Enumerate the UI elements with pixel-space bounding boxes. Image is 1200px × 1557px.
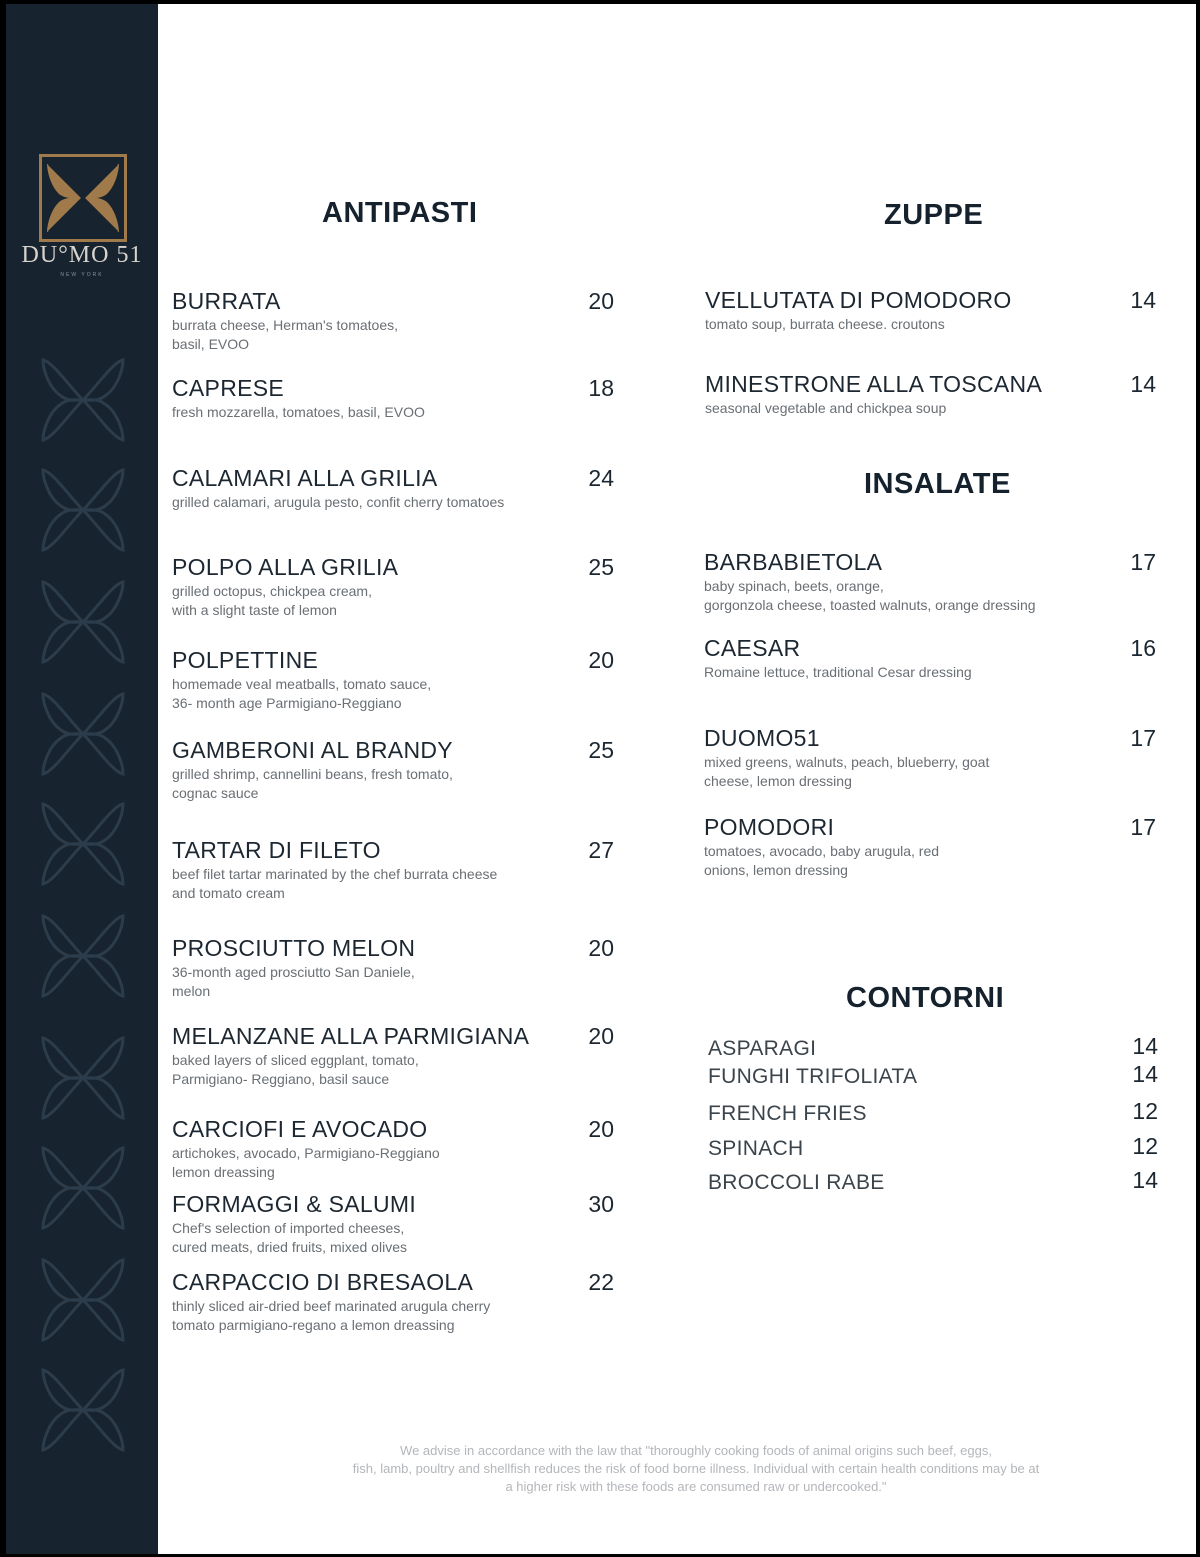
- description-line: basil, EVOO: [172, 336, 250, 352]
- dish-description: [172, 403, 425, 422]
- dish-price: 30: [588, 1191, 614, 1217]
- dish-name: TARTAR DI FILETO: [172, 837, 381, 863]
- dish-price: 17: [1130, 814, 1156, 840]
- dish-description: [705, 315, 1012, 334]
- antipasti-item: [172, 935, 415, 1001]
- contorni-heading: CONTORNI: [846, 982, 1005, 1014]
- description-line: cured meats, dried fruits, mixed olives: [172, 1239, 407, 1255]
- dish-name: POLPETTINE: [172, 647, 319, 673]
- dish-name: CALAMARI ALLA GRILIA: [172, 465, 438, 491]
- quatrefoil-pattern-icon: [39, 1366, 127, 1454]
- dish-price: 20: [588, 1023, 614, 1049]
- dish-price: 22: [588, 1269, 614, 1295]
- description-line: lemon dreassing: [172, 1164, 275, 1180]
- sidebar: [6, 4, 158, 1554]
- insalate-item: [704, 725, 989, 791]
- antipasti-item: [172, 1191, 416, 1257]
- zuppe-item: [705, 371, 1042, 418]
- description-line: grilled calamari, arugula pesto, confit cherry tomatoes: [172, 494, 505, 510]
- disclaimer-line: We advise in accordance with the law that "thoroughly cooking foods of animal origins such beef, eggs,: [400, 1443, 992, 1458]
- description-line: seasonal vegetable and chickpea soup: [705, 400, 947, 416]
- dish-name: POMODORI: [704, 814, 835, 840]
- quatrefoil-pattern-icon: [39, 800, 127, 888]
- description-line: and tomato cream: [172, 885, 285, 901]
- side-dish-name: FRENCH FRIES: [708, 1102, 867, 1125]
- side-dish-price: 14: [1132, 1033, 1158, 1059]
- side-dish-name: ASPARAGI: [708, 1037, 817, 1060]
- description-line: baby spinach, beets, orange,: [704, 578, 884, 594]
- quatrefoil-pattern-icon: [39, 578, 127, 666]
- description-line: tomato parmigiano-regano a lemon dreassing: [172, 1317, 455, 1333]
- description-line: Romaine lettuce, traditional Cesar dressing: [704, 664, 972, 680]
- description-line: grilled octopus, chickpea cream,: [172, 583, 372, 599]
- dish-description: [172, 675, 431, 713]
- quatrefoil-pattern-icon: [39, 1256, 127, 1344]
- dish-name: FORMAGGI & SALUMI: [172, 1191, 417, 1217]
- dish-price: 27: [588, 837, 614, 863]
- dish-description: [172, 1051, 529, 1089]
- insalate-item: [704, 635, 972, 682]
- description-line: baked layers of sliced eggplant, tomato,: [172, 1052, 419, 1068]
- side-dish-name: SPINACH: [708, 1137, 804, 1160]
- dish-price: 17: [1130, 725, 1156, 751]
- description-line: tomatoes, avocado, baby arugula, red: [704, 843, 940, 859]
- side-dish-name: BROCCOLI RABE: [708, 1171, 885, 1194]
- description-line: thinly sliced air-dried beef marinated arugula cherry: [172, 1298, 491, 1314]
- dish-description: [172, 582, 398, 620]
- dish-price: 14: [1130, 371, 1156, 397]
- antipasti-item: [172, 1269, 490, 1335]
- menu-page: [6, 4, 1196, 1554]
- description-line: 36- month age Parmigiano-Reggiano: [172, 695, 402, 711]
- food-safety-disclaimer: [256, 1442, 1136, 1496]
- side-dish-price: 12: [1132, 1133, 1158, 1159]
- description-line: grilled shrimp, cannellini beans, fresh tomato,: [172, 766, 453, 782]
- dish-name: VELLUTATA DI POMODORO: [705, 287, 1012, 313]
- description-line: 36-month aged prosciutto San Daniele,: [172, 964, 415, 980]
- antipasti-heading: ANTIPASTI: [322, 197, 478, 229]
- description-line: Chef's selection of imported cheeses,: [172, 1220, 405, 1236]
- antipasti-item: [172, 647, 431, 713]
- dish-name: MINESTRONE ALLA TOSCANA: [705, 371, 1043, 397]
- disclaimer-line: fish, lamb, poultry and shellfish reduces the risk of food borne illness. Individual with certain health conditions may be at: [352, 1461, 1040, 1476]
- dish-description: [704, 663, 972, 682]
- quatrefoil-pattern-icon: [39, 1144, 127, 1232]
- dish-description: [705, 399, 1042, 418]
- description-line: onions, lemon dressing: [704, 862, 848, 878]
- dish-price: 17: [1130, 549, 1156, 575]
- side-dish-price: 14: [1132, 1167, 1158, 1193]
- antipasti-item: [172, 1116, 440, 1182]
- side-dish-price: 12: [1132, 1098, 1158, 1124]
- description-line: fresh mozzarella, tomatoes, basil, EVOO: [172, 404, 425, 420]
- dish-description: [172, 1219, 416, 1257]
- antipasti-item: [172, 465, 504, 512]
- side-dish-name: FUNGHI TRIFOLIATA: [708, 1065, 918, 1088]
- dish-description: [172, 493, 504, 512]
- dish-price: 25: [588, 554, 614, 580]
- quatrefoil-pattern-icon: [39, 466, 127, 554]
- dish-description: [172, 865, 497, 903]
- description-line: beef filet tartar marinated by the chef burrata cheese: [172, 866, 498, 882]
- dish-name: CARPACCIO DI BRESAOLA: [172, 1269, 474, 1295]
- zuppe-item: [705, 287, 1012, 334]
- antipasti-item: [172, 1023, 529, 1089]
- dish-name: POLPO ALLA GRILIA: [172, 554, 399, 580]
- dish-price: 14: [1130, 287, 1156, 313]
- insalate-item: [704, 549, 1036, 615]
- zuppe-heading: ZUPPE: [884, 199, 984, 231]
- quatrefoil-pattern-icon: [39, 690, 127, 778]
- description-line: mixed greens, walnuts, peach, blueberry, goat: [704, 754, 990, 770]
- dish-name: MELANZANE ALLA PARMIGIANA: [172, 1023, 530, 1049]
- dish-price: 20: [588, 935, 614, 961]
- dish-description: [172, 765, 453, 803]
- dish-name: GAMBERONI AL BRANDY: [172, 737, 453, 763]
- dish-description: [704, 577, 1036, 615]
- insalate-item: [704, 814, 939, 880]
- dish-name: CAESAR: [704, 635, 801, 661]
- quatrefoil-pattern-icon: [39, 356, 127, 444]
- description-line: cheese, lemon dressing: [704, 773, 852, 789]
- dish-price: 20: [588, 288, 614, 314]
- description-line: melon: [172, 983, 211, 999]
- dish-price: 16: [1130, 635, 1156, 661]
- dish-description: [704, 753, 989, 791]
- dish-description: [704, 842, 939, 880]
- dish-price: 25: [588, 737, 614, 763]
- description-line: cognac sauce: [172, 785, 259, 801]
- description-line: tomato soup, burrata cheese. croutons: [705, 316, 945, 332]
- dish-name: DUOMO51: [704, 725, 820, 751]
- side-dish-price: 14: [1132, 1061, 1158, 1087]
- quatrefoil-pattern-icon: [39, 1034, 127, 1122]
- dish-price: 24: [588, 465, 614, 491]
- insalate-heading: INSALATE: [864, 468, 1011, 500]
- dish-description: [172, 1297, 490, 1335]
- dish-name: CAPRESE: [172, 375, 285, 401]
- description-line: gorgonzola cheese, toasted walnuts, orange dressing: [704, 597, 1036, 613]
- dish-description: [172, 316, 398, 354]
- brand-subtitle: NEW YORK: [60, 272, 104, 278]
- dish-description: [172, 1144, 440, 1182]
- dish-price: 20: [588, 647, 614, 673]
- antipasti-item: [172, 837, 497, 903]
- dish-price: 18: [588, 375, 614, 401]
- dish-name: BARBABIETOLA: [704, 549, 883, 575]
- antipasti-item: [172, 554, 398, 620]
- description-line: Parmigiano- Reggiano, basil sauce: [172, 1071, 390, 1087]
- quatrefoil-logo-icon: [39, 154, 127, 242]
- dish-name: PROSCIUTTO MELON: [172, 935, 416, 961]
- dish-description: [172, 963, 415, 1001]
- antipasti-item: [172, 288, 398, 354]
- quatrefoil-pattern-icon: [39, 912, 127, 1000]
- description-line: homemade veal meatballs, tomato sauce,: [172, 676, 432, 692]
- description-line: artichokes, avocado, Parmigiano-Reggiano: [172, 1145, 440, 1161]
- dish-price: 20: [588, 1116, 614, 1142]
- description-line: burrata cheese, Herman's tomatoes,: [172, 317, 399, 333]
- antipasti-item: [172, 375, 425, 422]
- dish-name: BURRATA: [172, 288, 281, 314]
- brand-name: DU°MO 51: [21, 242, 143, 268]
- disclaimer-line: a higher risk with these foods are consumed raw or undercooked.": [505, 1479, 887, 1494]
- antipasti-item: [172, 737, 453, 803]
- description-line: with a slight taste of lemon: [172, 602, 337, 618]
- dish-name: CARCIOFI E AVOCADO: [172, 1116, 428, 1142]
